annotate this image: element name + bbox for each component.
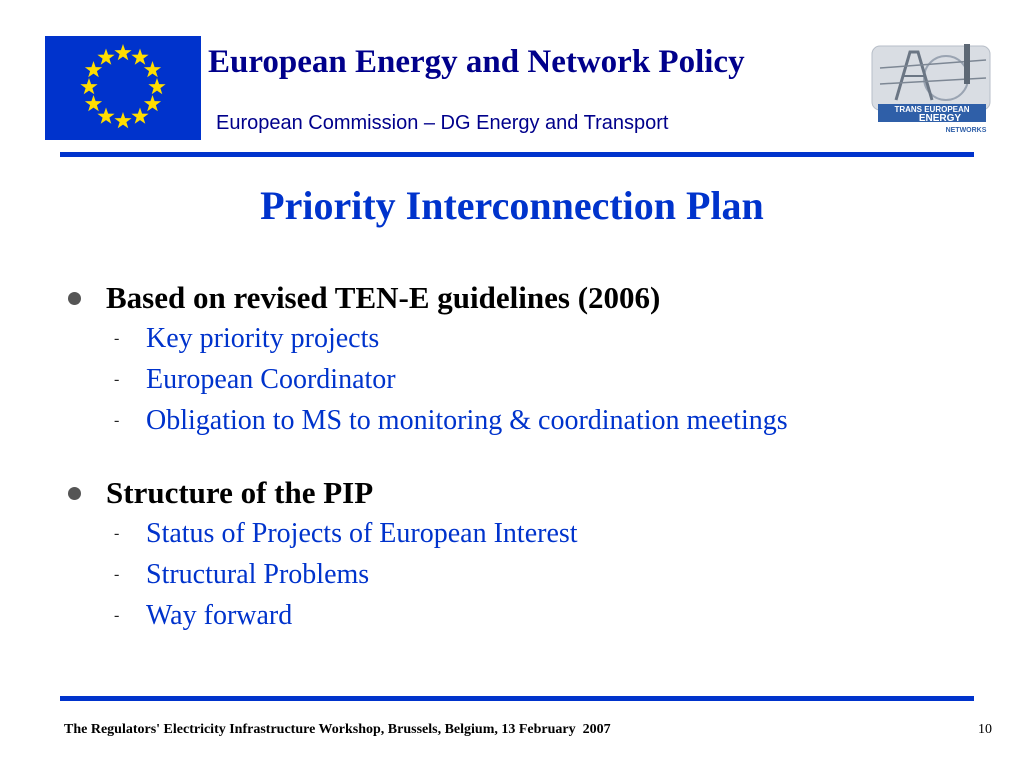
bullet-heading — [62, 278, 788, 318]
slide-title: Priority Interconnection Plan — [260, 183, 764, 228]
dash-marker: - — [114, 606, 120, 624]
dash-marker: - — [114, 565, 120, 583]
eu-flag — [45, 36, 201, 140]
page-number: 10 — [978, 722, 992, 737]
list-item-text: Obligation to MS to monitoring & coordination meetings — [146, 404, 788, 436]
bullet-heading-text: Structure of the PIP — [106, 475, 374, 510]
list-item — [114, 554, 578, 595]
dash-marker: - — [114, 329, 120, 347]
header-subtitle: European Commission – DG Energy and Transport — [216, 112, 669, 134]
list-item — [114, 513, 578, 554]
dash-marker: - — [114, 370, 120, 388]
list-item-text: Key priority projects — [146, 322, 380, 354]
header-divider — [60, 152, 974, 157]
dash-marker: - — [114, 411, 120, 429]
list-item — [114, 359, 788, 400]
footer-text: The Regulators' Electricity Infrastructure Workshop, Brussels, Belgium, 13 February 2007 — [64, 722, 611, 737]
section-structure — [62, 473, 578, 636]
footer-divider — [60, 696, 974, 701]
logo-line3: NETWORKS — [945, 127, 987, 134]
header-title: European Energy and Network Policy — [208, 44, 745, 80]
logo-line1: TRANS EUROPEAN — [894, 105, 970, 114]
logo-line2: ENERGY — [918, 113, 962, 124]
section-guidelines — [62, 278, 788, 441]
ten-e-logo — [866, 38, 996, 138]
list-item-text: Status of Projects of European Interest — [146, 517, 578, 549]
list-item — [114, 400, 788, 441]
list-item-text: Way forward — [146, 599, 293, 631]
bullet-dot-icon — [68, 292, 81, 305]
bullet-heading-text: Based on revised TEN-E guidelines (2006) — [106, 280, 661, 315]
bullet-dot-icon — [68, 487, 81, 500]
eu-stars-icon — [45, 36, 201, 140]
list-item — [114, 318, 788, 359]
list-item-text: Structural Problems — [146, 558, 370, 590]
bullet-heading — [62, 473, 578, 513]
dash-marker: - — [114, 524, 120, 542]
list-item-text: European Coordinator — [146, 363, 396, 395]
list-item — [114, 595, 578, 636]
